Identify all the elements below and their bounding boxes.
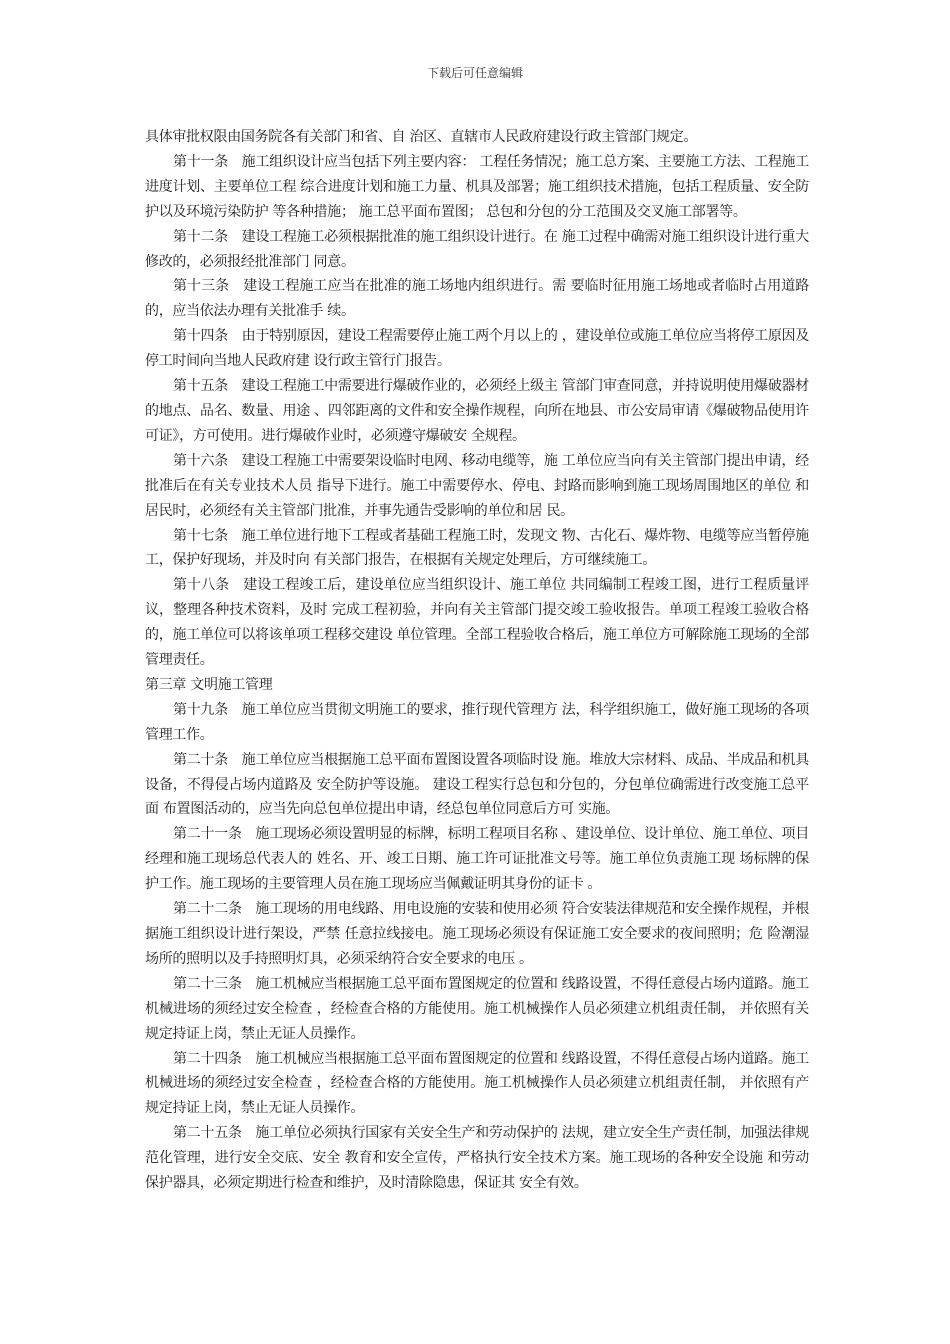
article-24: 第二十四条 施工机械应当根据施工总平面布置图规定的位置和 线路设置，不得任意侵占场内道路。施工机械进场的须经过安全检查 ，经检查合格的方能使用。施工机械操作人员必须建立机组责任制， 并依照有产规定持证上岗，禁止无证人员操作。	[145, 1050, 809, 1117]
article-19: 第十九条 施工单位应当贯彻文明施工的要求，推行现代管理方 法，科学组织施工，做好施工现场的各项管理工作。	[145, 701, 809, 743]
article-12: 第十二条 建设工程施工必须根据批准的施工组织设计进行。在 施工过程中确需对施工组织设计进行重大修改的，必须报经批准部门 同意。	[145, 228, 809, 270]
article-11: 第十一条 施工组织设计应当包括下列主要内容： 工程任务情况；施工总方案、主要施工方法、工程施工进度计划、主要单位工程 综合进度计划和施工力量、机具及部署；施工组织技术措施，包括工程质量、安全防护以及环境污染防护 等各种措施； 施工总平面布置图； 总包和分包的分工范围及交叉施工部署等。	[145, 153, 809, 220]
document-body	[145, 125, 809, 1196]
article-14: 第十四条 由于特别原因，建设工程需要停止施工两个月以上的 ，建设单位或施工单位应当将停工原因及停工时间向当地人民政府建 设行政主管行门报告。	[145, 328, 809, 370]
article-25: 第二十五条 施工单位必须执行国家有关安全生产和劳动保护的 法规，建立安全生产责任制，加强法律规范化管理，进行安全交底、安全 教育和安全宣传，严格执行安全技术方案。施工现场的各种安全设施 和劳动保护器具，必须定期进行检查和维护，及时清除隐患，保证其 安全有效。	[145, 1125, 809, 1192]
article-22: 第二十二条 施工现场的用电线路、用电设施的安装和使用必须 符合安装法律规范和安全操作规程，并根据施工组织设计进行架设，严禁 任意拉线接电。施工现场必须设有保证施工安全要求的夜间照明；危 险潮湿场所的照明以及手持照明灯具，必须采纳符合安全要求的电压 。	[145, 901, 809, 967]
article-18: 第十八条 建设工程竣工后，建设单位应当组织设计、施工单位 共同编制工程竣工图，进行工程质量评议，整理各种技术资料，及时 完成工程初验，并向有关主管部门提交竣工验收报告。单项工程竣工验收合格的，施工单位可以将该单项工程移交建设 单位管理。全部工程验收合格后，施工单位方可解除施工现场的全部 管理责任。	[145, 577, 809, 669]
article-13: 第十三条 建设工程施工应当在批准的施工场地内组织进行。需 要临时征用施工场地或者临时占用道路的，应当依法办理有关批准手 续。	[145, 278, 809, 320]
article-21: 第二十一条 施工现场必须设置明显的标牌，标明工程项目名称 、建设单位、设计单位、施工单位、项目经理和施工现场总代表人的 姓名、开、竣工日期、施工许可证批准文号等。施工单位负责施工现 场标牌的保护工作。施工现场的主要管理人员在施工现场应当佩戴证明其身份的证卡 。	[145, 826, 809, 893]
page-header: 下载后可任意编辑	[426, 66, 523, 80]
chapter-heading: 第三章 文明施工管理	[145, 676, 273, 693]
article-16: 第十六条 建设工程施工中需要架设临时电网、移动电缆等，施 工单位应当向有关主管部门提出申请，经批准后在有关专业技术人员 指导下进行。施工中需要停水、停电、封路而影响到施工现场周围地区的单位 和居民时，必须经有关主管部门批准，并事先通告受影响的单位和居 民。	[145, 452, 809, 519]
article-23: 第二十三条 施工机械应当根据施工总平面布置图规定的位置和 线路设置，不得任意侵占场内道路。施工机械进场的须经过安全检查 ，经检查合格的方能使用。施工机械操作人员必须建立机组责任制， 并依照有关规定持证上岗，禁止无证人员操作。	[145, 975, 809, 1042]
article-15: 第十五条 建设工程施工中需要进行爆破作业的，必须经上级主 管部门审查同意，并持说明使用爆破器材的地点、品名、数量、用途 、四邻距离的文件和安全操作规程，向所在地县、市公安局审请《爆破物品使用许可证》，方可使用。进行爆破作业时，必须遵守爆破安 全规程。	[145, 378, 809, 444]
article-17: 第十七条 施工单位进行地下工程或者基础工程施工时，发现文 物、古化石、爆炸物、电缆等应当暂停施工，保护好现场，并及时向 有关部门报告，在根据有关规定处理后，方可继续施工。	[145, 527, 809, 569]
article-20: 第二十条 施工单位应当根据施工总平面布置图设置各项临时设 施。堆放大宗材料、成品、半成品和机具设备，不得侵占场内道路及 安全防护等设施。 建设工程实行总包和分包的，分包单位确需进行改变施工总平面 布置图活动的，应当先向总包单位提出申请，经总包单位同意后方可 实施。	[145, 751, 809, 818]
paragraph-1: 具体审批权限由国务院各有关部门和省、自 治区、直辖市人民政府建设行政主管部门规定。	[145, 129, 698, 145]
